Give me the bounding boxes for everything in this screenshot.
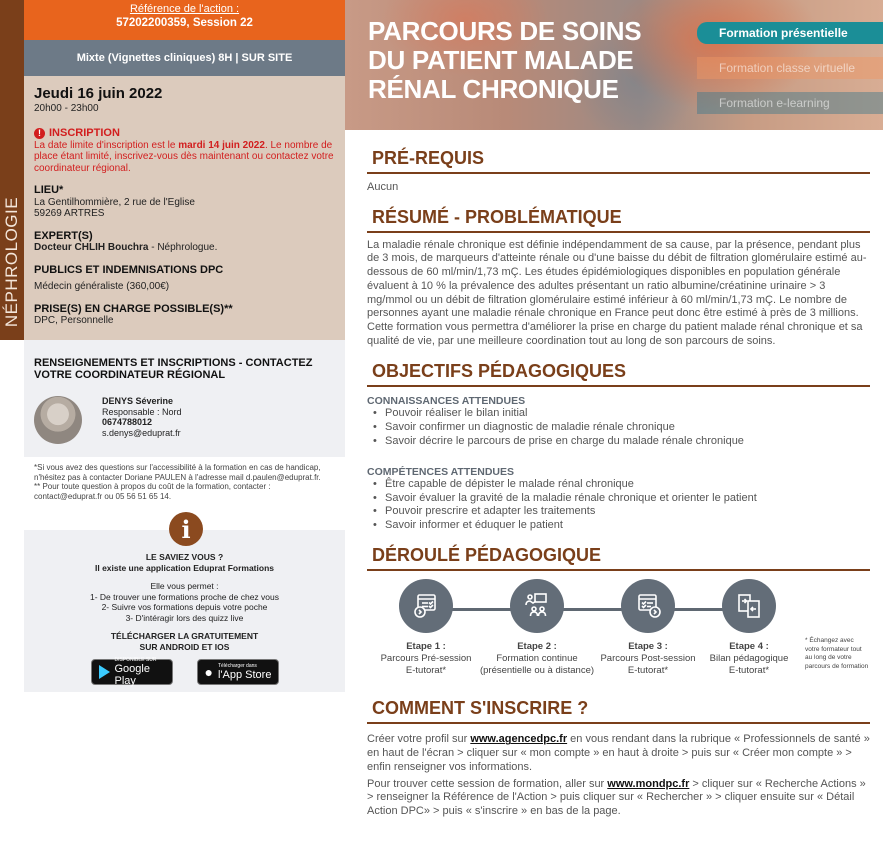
competences-list	[367, 478, 870, 532]
teacher-group-icon	[510, 579, 564, 633]
list-item: • Pouvoir prescrire et adapter les traitements	[373, 505, 870, 519]
inscription-deadline: mardi 14 juin 2022	[178, 139, 265, 151]
course-title-line3: RÉNAL CHRONIQUE	[368, 74, 619, 104]
avatar	[34, 396, 82, 444]
step-4	[689, 579, 809, 677]
coordinator-card	[34, 395, 335, 444]
agencedpc-link[interactable]: www.agencedpc.fr	[470, 733, 568, 746]
tab-label: Formation présentielle	[719, 26, 848, 40]
connaissances-list	[367, 407, 870, 448]
section-prerequis	[367, 147, 870, 195]
section-title: DÉROULÉ PÉDAGOGIQUE	[367, 544, 870, 571]
inscription-text-before: La date limite d'inscription est le	[34, 139, 179, 151]
prerequis-text: Aucun	[367, 181, 399, 193]
prise-en-charge-title: PRISE(S) EN CHARGE POSSIBLE(S)**	[34, 302, 233, 315]
expert-specialty: - Néphrologue.	[148, 242, 218, 253]
inscrire-p1-after: en vous rendant dans la rubrique « Professionnels de santé » en haut de l'écran > cliquer sur « mon compte » en haut à droite > puis sur « Créer mon compte » > enfin renseigner vos informations.	[367, 733, 870, 773]
inscription-text	[34, 140, 335, 175]
app-promo-box	[24, 514, 345, 692]
google-play-label: Google Play	[114, 663, 150, 687]
reference-box	[24, 0, 345, 40]
step-label: Etape 4 :	[729, 641, 769, 653]
connaissances-title: CONNAISSANCES ATTENDUES	[367, 395, 526, 408]
app-promo-intro: Elle vous permet :	[150, 581, 219, 591]
inscription-title-text: INSCRIPTION	[49, 127, 120, 139]
course-title	[368, 17, 641, 104]
experts-field	[34, 231, 335, 254]
inscrire-paragraph-2	[367, 778, 870, 819]
step-desc: E-tutorat*	[627, 665, 669, 677]
step-label: Etape 3 :	[628, 641, 668, 653]
tab-label: Formation classe virtuelle	[719, 61, 856, 75]
coordinator-email[interactable]: s.denys@eduprat.fr	[102, 427, 181, 438]
coordinator-info	[92, 395, 182, 438]
step-desc: (présentielle ou à distance)	[479, 665, 595, 677]
main-content	[367, 130, 870, 819]
prise-en-charge-value: DPC, Personnelle	[34, 315, 114, 326]
tab-formation-e-learning[interactable]	[697, 92, 883, 114]
step-2	[477, 579, 597, 677]
footnotes	[34, 463, 339, 502]
reference-label: Référence de l'action :	[129, 3, 240, 15]
session-date: Jeudi 16 juin 2022	[34, 85, 163, 102]
coordinator-role: Responsable : Nord	[102, 406, 182, 417]
footnote-cost: ** Pour toute question à propos du coût de la formation, contacter : contact@eduprat.fr ou 05 56 51 65 14.	[34, 482, 271, 502]
session-info-box	[24, 76, 345, 340]
section-title: RÉSUMÉ - PROBLÉMATIQUE	[367, 206, 870, 233]
course-title-line1: PARCOURS DE SOINS	[368, 16, 642, 46]
lieu-title: LIEU*	[34, 184, 64, 196]
course-title-line2: DU PATIENT MALADE	[368, 45, 634, 75]
section-title: OBJECTIFS PÉDAGOGIQUES	[367, 360, 870, 387]
publics-field	[34, 265, 335, 293]
reference-value: 57202200359, Session 22	[116, 17, 253, 29]
inscrire-p2-before: Pour trouver cette session de formation, aller sur	[367, 777, 608, 790]
app-store-small-text: Télécharger dans	[217, 663, 257, 669]
lieu-field	[34, 185, 335, 220]
step-note: * Échangez avec votre formateur tout au long de votre parcours de formation	[805, 637, 869, 670]
coordinator-phone[interactable]: 0674788012	[102, 417, 153, 427]
inscription-text-after: . Le nombre de place étant limité, inscrivez-vous dès maintenant ou contactez votre coordinateur régional.	[34, 139, 334, 174]
step-desc: E-tutorat*	[405, 665, 447, 677]
contact-box	[24, 340, 345, 457]
publics-value: Médecin généraliste (360,00€)	[34, 281, 170, 292]
step-1	[366, 579, 486, 677]
list-item: • Savoir confirmer un diagnostic de maladie rénale chronique	[373, 421, 870, 435]
exchange-documents-icon	[722, 579, 776, 633]
category-label	[0, 0, 24, 340]
section-objectifs	[367, 360, 870, 532]
inscrire-p2-after: > cliquer sur « Recherche Actions » > renseigner la Référence de l'Action > puis cliquer sur « Rechercher » > cliquer ensuite sur « Détail Action DPC» > puis « s'inscrire » en bas de la page.	[367, 777, 866, 817]
sidebar	[0, 0, 345, 852]
list-item: • Pouvoir réaliser le bilan initial	[373, 407, 870, 421]
app-promo-text	[24, 530, 345, 652]
competences-title: COMPÉTENCES ATTENDUES	[367, 466, 515, 479]
footnote-accessibility: *Si vous avez des questions sur l'accessibilité à la formation en cas de handicap, n'hésitez pas à contacter Doriane PAULEN à l'adresse mail d.paulen@eduprat.fr.	[34, 463, 321, 482]
publics-title: PUBLICS ET INDEMNISATIONS DPC	[34, 263, 224, 276]
category-text: NÉPHROLOGIE	[2, 196, 21, 328]
format-text: Mixte (Vignettes cliniques) 8H | SUR SITE	[76, 52, 293, 64]
tab-formation-classe-virtuelle[interactable]	[697, 57, 883, 79]
store-buttons	[24, 659, 345, 685]
lieu-city: 59269 ARTRES	[34, 208, 105, 219]
tab-formation-presentielle[interactable]	[697, 22, 883, 44]
list-item: • Savoir informer et éduquer le patient	[373, 519, 870, 533]
step-label: Etape 2 :	[517, 641, 557, 653]
app-feature-item: 3- D'intéragir lors des quizz live	[125, 612, 244, 623]
session-time: 20h00 - 23h00	[34, 103, 99, 114]
app-store-button[interactable]	[197, 659, 279, 685]
hero-banner	[345, 0, 883, 130]
section-title: PRÉ-REQUIS	[367, 147, 870, 174]
prise-en-charge-field	[34, 304, 335, 327]
inscription-alert	[34, 128, 335, 174]
checklist-play-icon	[621, 579, 675, 633]
inscrire-paragraph-1	[367, 733, 870, 774]
section-inscrire	[367, 697, 870, 818]
inscrire-p1-before: Créer votre profil sur	[367, 733, 471, 746]
contact-title: RENSEIGNEMENTS ET INSCRIPTIONS - CONTACTEZ VOTRE COORDINATEUR RÉGIONAL	[34, 357, 313, 381]
step-label: Etape 1 :	[406, 641, 446, 653]
list-item: • Être capable de dépister le malade rénal chronique	[373, 478, 870, 492]
list-item: • Savoir évaluer la gravité de la maladie rénale chronique et orienter le patient	[373, 492, 870, 506]
resume-text: La maladie rénale chronique est définie indépendamment de sa cause, par la présence, pendant plus de 3 mois, de marqueurs d'atteinte rénale ou d'une baisse du débit de filtration glomérulaire estimé au-dessous de 60 ml/min/1,73 mÇ. Les études épidémiologiques disponibles en population générale évaluent à 10 % la prévalence des adultes présentant un ratio albumine/créatinine urinaire > 3 mg/mmol ou un débit de filtration glomérulaire estimé inférieur à 60 ml/min/1,73 mÇ. Le nombre de personnes ayant une maladie rénale chronique en France peut donc être estimé à près de 3 millions. Cette formation vous permettra d'améliorer la prise en charge du patient malade rénal chronique et sa qualité de vie, par une meilleure coordination tout au long de son parcours de soins.	[367, 238, 867, 347]
app-download-line2: SUR ANDROID ET IOS	[139, 641, 230, 652]
google-play-button[interactable]	[91, 659, 173, 685]
list-item: • Savoir décrire le parcours de prise en charge du malade rénale chronique	[373, 435, 870, 449]
step-desc: Bilan pédagogique	[709, 653, 789, 665]
step-desc: Parcours Post-session	[600, 653, 696, 665]
lieu-address: La Gentilhommière, 2 rue de l'Eglise	[34, 196, 195, 208]
tab-label: Formation e-learning	[719, 96, 830, 110]
app-promo-subtitle: Il existe une application Eduprat Formations	[94, 562, 274, 573]
mondpc-link[interactable]: www.mondpc.fr	[607, 777, 690, 790]
app-download-line1: TÉLÉCHARGER LA GRATUITEMENT	[110, 631, 259, 641]
section-title: COMMENT S'INSCRIRE ?	[367, 697, 870, 724]
expert-name: Docteur CHLIH Bouchra	[34, 242, 149, 253]
app-store-label: l'App Store	[217, 669, 272, 681]
section-resume	[367, 206, 870, 349]
inscription-title	[34, 128, 335, 140]
google-play-small-text: DISPONIBLE SUR	[114, 657, 157, 663]
format-banner	[24, 40, 345, 76]
coordinator-name: DENYS Séverine	[102, 396, 174, 406]
section-deroule	[367, 544, 870, 695]
apple-icon: ●	[204, 664, 213, 680]
app-promo-title: LE SAVIEZ VOUS ?	[145, 552, 224, 562]
app-feature-item: 2- Suivre vos formations depuis votre poche	[101, 602, 268, 612]
google-play-icon	[99, 665, 110, 679]
info-icon: i	[169, 512, 203, 546]
checklist-play-icon	[399, 579, 453, 633]
step-desc: E-tutorat*	[728, 665, 770, 677]
step-desc: Formation continue	[496, 653, 578, 665]
step-desc: Parcours Pré-session	[380, 653, 472, 665]
alert-icon: !	[34, 128, 45, 139]
experts-title: EXPERT(S)	[34, 229, 93, 242]
steps-timeline	[367, 579, 870, 695]
app-feature-item: 1- De trouver une formations proche de chez vous	[90, 591, 279, 602]
